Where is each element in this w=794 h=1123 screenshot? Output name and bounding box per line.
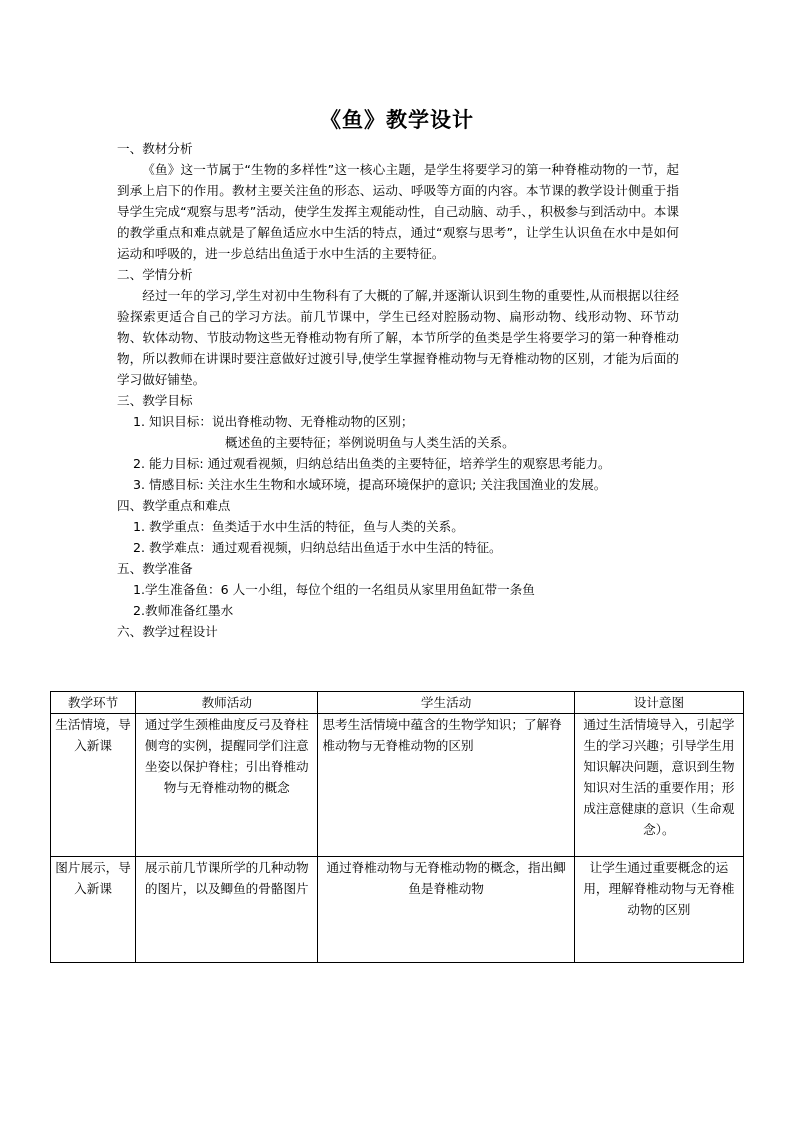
textbook-analysis-paragraph: 《鱼》这一节属于“生物的多样性”这一核心主题，是学生将要学习的第一种脊椎动物的一节，起到承上启下的作用。教材主要关注鱼的形态、运动、呼吸等方面的内容。本节课的教学设计侧重于指导学生完成“观察与思考”活动，使学生发挥主观能动性，自己动脑、动手、，积极参与到活动中。本课的教学重点和难点就是了解鱼适应水中生活的特点，通过“观察与思考”，让学生认识鱼在水中是如何运动和呼吸的，进一步总结出鱼适于水中生活的主要特征。 xyxy=(117,162,679,261)
table-cell: 思考生活情境中蕴含的生物学知识；了解脊椎动物与无脊椎动物的区别 xyxy=(318,714,574,857)
section-heading-preparation: 五、教学准备 xyxy=(117,561,193,576)
preparation-student: 1.学生准备鱼：6 人一小组，每位个组的一名组员从家里用鱼缸带一条鱼 xyxy=(133,582,535,597)
table-header-cell: 设计意图 xyxy=(574,692,743,714)
section-heading-student-analysis: 二、学情分析 xyxy=(117,267,193,282)
table-cell: 展示前几节课所学的几种动物的图片，以及鲫鱼的骨骼图片 xyxy=(136,857,318,963)
document-title: 《鱼》教学设计 xyxy=(320,108,474,132)
teaching-process-table xyxy=(50,691,744,963)
section-heading-textbook-analysis: 一、教材分析 xyxy=(117,141,193,156)
table-header-cell: 教师活动 xyxy=(136,692,318,714)
student-analysis-paragraph: 经过一年的学习,学生对初中生物科有了大概的了解,并逐渐认识到生物的重要性,从而根据以往经验探索更适合自己的学习方法。前几节课中，学生已经对腔肠动物、扁形动物、线形动物、环节动物、软体动物、节肢动物这些无脊椎动物有所了解，本节所学的鱼类是学生将要学习的第一种脊椎动物，所以教师在讲课时要注意做好过渡引导,使学生掌握脊椎动物与无脊椎动物的区别，才能为后面的学习做好铺垫。 xyxy=(117,288,679,387)
table-cell: 图片展示，导入新课 xyxy=(51,857,136,963)
document-body xyxy=(117,138,679,642)
difficult-point: 2. 教学难点：通过观看视频，归纳总结出鱼适于水中生活的特征。 xyxy=(133,540,502,555)
table-row xyxy=(51,714,744,857)
table-cell: 让学生通过重要概念的运用，理解脊椎动物与无脊椎动物的区别 xyxy=(574,857,743,963)
table-cell: 生活情境，导入新课 xyxy=(51,714,136,857)
objective-ability: 2. 能力目标: 通过观看视频，归纳总结出鱼类的主要特征，培养学生的观察思考能力。 xyxy=(133,456,611,471)
key-point: 1. 教学重点：鱼类适于水中生活的特征，鱼与人类的关系。 xyxy=(133,519,464,534)
section-heading-process: 六、教学过程设计 xyxy=(117,624,218,639)
objective-knowledge: 1. 知识目标：说出脊椎动物、无脊椎动物的区别； xyxy=(133,414,414,429)
table-header-row xyxy=(51,692,744,714)
table-cell: 通过生活情境导入，引起学生的学习兴趣；引导学生用知识解决问题，意识到生物知识对生活的重要作用；形成注意健康的意识（生命观念）。 xyxy=(574,714,743,857)
table-row xyxy=(51,857,744,963)
preparation-teacher: 2.教师准备红墨水 xyxy=(133,603,234,618)
table-cell: 通过脊椎动物与无脊椎动物的概念，指出鲫鱼是脊椎动物 xyxy=(318,857,574,963)
table-header-cell: 教学环节 xyxy=(51,692,136,714)
table-header-cell: 学生活动 xyxy=(318,692,574,714)
table-cell: 通过学生颈椎曲度反弓及脊柱侧弯的实例，提醒同学们注意坐姿以保护脊柱；引出脊椎动物与无脊椎动物的概念 xyxy=(136,714,318,857)
objective-emotion: 3. 情感目标: 关注水生生物和水域环境，提高环境保护的意识; 关注我国渔业的发展。 xyxy=(133,477,607,492)
section-heading-key-points: 四、教学重点和难点 xyxy=(117,498,231,513)
section-heading-objectives: 三、教学目标 xyxy=(117,393,193,408)
objective-knowledge-cont: 概述鱼的主要特征；举例说明鱼与人类生活的关系。 xyxy=(225,435,515,450)
